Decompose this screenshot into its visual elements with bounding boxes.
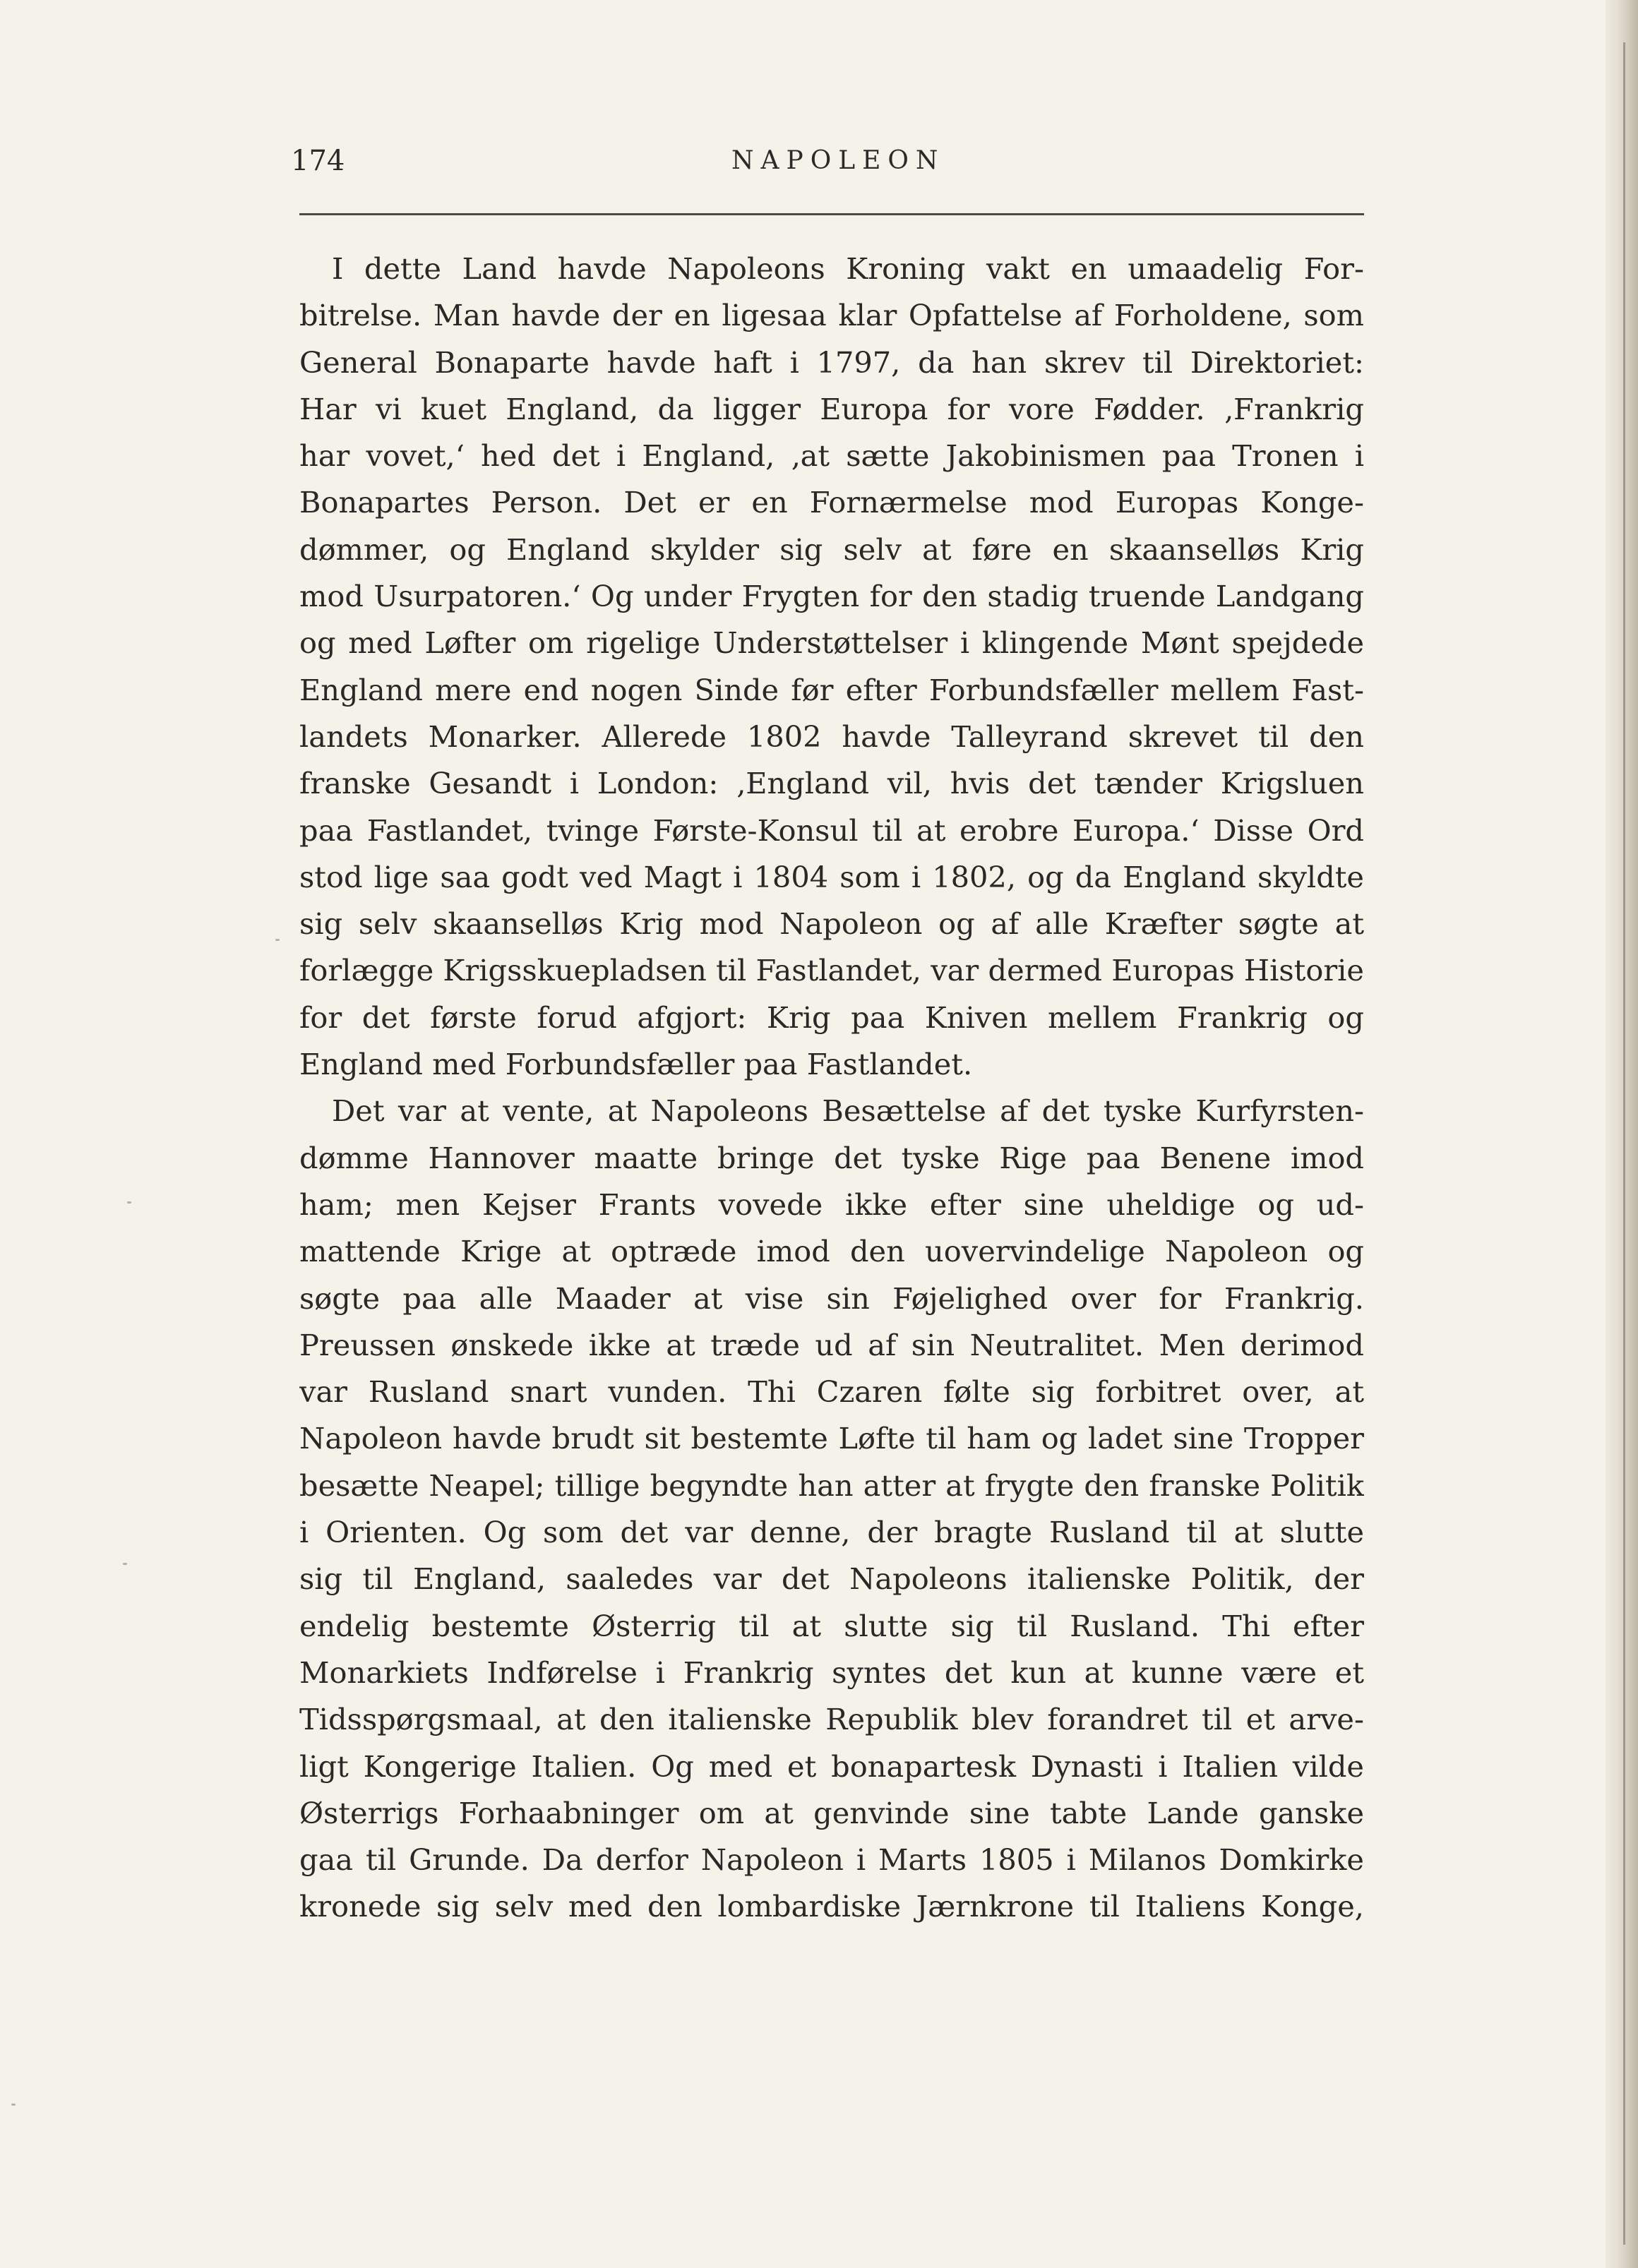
- text-line: Har vi kuet England, da ligger Europa for vore Fødder. ‚Frankrig: [299, 391, 1364, 426]
- text-line: dømmer, og England skylder sig selv at føre en skaanselløs Krig: [299, 532, 1364, 567]
- text-line: var Rusland snart vunden. Thi Czaren følte sig forbitret over, at: [299, 1374, 1364, 1410]
- page-binding-edge: [1606, 0, 1638, 2268]
- text-line: Østerrigs Forhaabninger om at genvinde sine tabte Lande ganske: [299, 1795, 1364, 1830]
- header-rule: [299, 213, 1364, 215]
- text-line: Preussen ønskede ikke at træde ud af sin Neutralitet. Men derimod: [299, 1327, 1364, 1362]
- paper-speck: [123, 1563, 127, 1565]
- text-line: forlægge Krigsskuepladsen til Fastlandet, var dermed Europas Historie: [299, 953, 1364, 988]
- text-line: franske Gesandt i London: ‚England vil, hvis det tænder Krigsluen: [299, 766, 1364, 801]
- text-line: England med Forbundsfæller paa Fastlandet.: [299, 1047, 973, 1082]
- text-line: ham; men Kejser Frants vovede ikke efter sine uheldige og ud-: [299, 1187, 1364, 1222]
- text-line: kronede sig selv med den lombardiske Jærnkrone til Italiens Konge,: [299, 1889, 1364, 1924]
- text-line: endelig bestemte Østerrig til at slutte sig til Rusland. Thi efter: [299, 1608, 1364, 1643]
- text-line: ligt Kongerige Italien. Og med et bonapartesk Dynasti i Italien vilde: [299, 1748, 1364, 1784]
- text-line: besætte Neapel; tillige begyndte han atter at frygte den franske Politik: [299, 1468, 1364, 1503]
- text-line: har vovet,‘ hed det i England, ‚at sætte Jakobinismen paa Tronen i: [299, 438, 1364, 474]
- paper-speck: [127, 1201, 131, 1204]
- text-line: mod Usurpatoren.‘ Og under Frygten for den stadig truende Landgang: [299, 579, 1364, 614]
- page-number: 174: [291, 145, 345, 177]
- paper-speck: [11, 2104, 16, 2106]
- text-line: sig til England, saaledes var det Napoleons italienske Politik, der: [299, 1561, 1364, 1597]
- text-line: landets Monarker. Allerede 1802 havde Talleyrand skrevet til den: [299, 719, 1364, 754]
- text-line: dømme Hannover maatte bringe det tyske Rige paa Benene imod: [299, 1140, 1364, 1175]
- text-line: Napoleon havde brudt sit bestemte Løfte til ham og ladet sine Tropper: [299, 1421, 1364, 1456]
- text-line: Bonapartes Person. Det er en Fornærmelse mod Europas Konge-: [299, 485, 1364, 520]
- text-line: og med Løfter om rigelige Understøttelser i klingende Mønt spejdede: [299, 625, 1364, 661]
- text-line: England mere end nogen Sinde før efter Forbundsfæller mellem Fast-: [299, 672, 1364, 707]
- text-line: Tidsspørgsmaal, at den italienske Republik blev forandret til et arve-: [299, 1702, 1364, 1737]
- text-line: Det var at vente, at Napoleons Besættelse af det tyske Kurfyrsten-: [332, 1093, 1364, 1129]
- text-line: bitrelse. Man havde der en ligesaa klar Opfattelse af Forholdene, som: [299, 298, 1364, 333]
- running-head: NAPOLEON: [731, 146, 945, 175]
- text-line: mattende Krige at optræde imod den uovervindelige Napoleon og: [299, 1234, 1364, 1269]
- page-binding-line: [1623, 42, 1625, 2245]
- text-line: Monarkiets Indførelse i Frankrig syntes det kun at kunne være et: [299, 1655, 1364, 1690]
- text-line: gaa til Grunde. Da derfor Napoleon i Marts 1805 i Milanos Domkirke: [299, 1842, 1364, 1878]
- text-line: General Bonaparte havde haft i 1797, da han skrev til Direktoriet:: [299, 344, 1364, 380]
- body-text: [299, 246, 1364, 1931]
- text-line: i Orienten. Og som det var denne, der bragte Rusland til at slutte: [299, 1515, 1364, 1550]
- paragraph-2: [299, 1088, 1364, 1930]
- text-line: stod lige saa godt ved Magt i 1804 som i 1802, og da England skyldte: [299, 859, 1364, 894]
- text-line: sig selv skaanselløs Krig mod Napoleon og af alle Kræfter søgte at: [299, 906, 1364, 942]
- text-line: paa Fastlandet, tvinge Første-Konsul til at erobre Europa.‘ Disse Ord: [299, 812, 1364, 848]
- paragraph-1: [299, 246, 1364, 1088]
- text-line: for det første forud afgjort: Krig paa Kniven mellem Frankrig og: [299, 1000, 1364, 1035]
- paper-speck: [275, 939, 280, 941]
- text-line: søgte paa alle Maader at vise sin Føjelighed over for Frankrig.: [299, 1280, 1364, 1316]
- text-line: I dette Land havde Napoleons Kroning vakt en umaadelig For-: [332, 251, 1364, 286]
